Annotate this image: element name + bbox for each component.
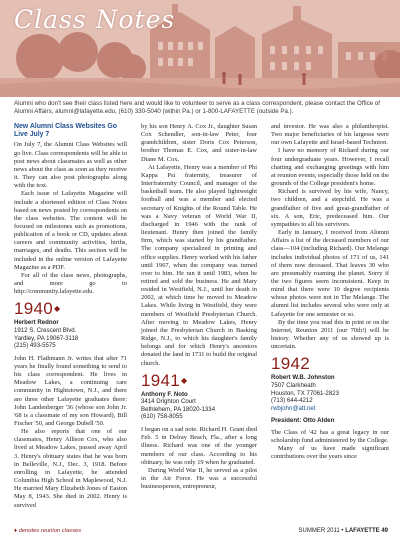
page-folio [299,528,389,534]
magazine-name: LAFAYETTE [345,528,380,534]
year-number: 1941 [141,370,181,390]
page-number: 49 [381,528,388,534]
class-notes-banner [0,0,400,97]
correspondent-1940 [14,319,127,349]
paragraph: By the time you read this in print or on the Internet, Reunion 2011 (our 70th!) will be history. Whether any of us showed up is uncertain. [271,318,389,351]
column-2 [141,123,257,491]
paragraph: Each issue of Lafayette Magazine will include a shortened edition of Class Notes based on news posted by correspondents on the class websites. The content will be focused on milestones such as promotions, publication of a book or CD, updates about careers and community activities, births, marriages, and deaths. This section will be included in the online version of Lafayette Magazine as a PDF. [14,190,127,271]
class-year-1940 [14,300,127,317]
correspondent-name: Robert W.B. Johnston [271,374,335,382]
paragraph: He also reports that one of our classmates, Henry Allison Cox, who also lived at Meadow Lakes, passed away April 3. Henry's obituary states that he was born in Belleville, N.J., Dec. 3, 1918. Before enrolling in Lafayette, he attended Columbia High School in Maplewood, N.J. He married Mary Elizabeth Jones of Easton May 8, 1943. She died in 2002. Henry is survived [14,428,127,509]
address-line: 3414 Drighton Court [141,398,196,406]
paragraph: Richard is survived by his wife, Nancy, two children, and a stepchild. He was a grandfather of five and great-grandfather of six. A son, Eric, predeceased him. Our sympathies to all his survivors. [271,188,389,228]
paragraph: Many of us have made significant contributions over the years since [271,444,389,460]
reunion-footnote: ♦ denotes reunion classes [14,528,82,534]
issue-label: SUMMER 2011 • [298,528,344,534]
address-line: Yardley, PA 19067-3118 [14,334,79,342]
column-1 [14,123,127,510]
address-line: Houston, TX 77061-2823 [271,389,339,397]
correspondent-1941 [141,391,257,421]
paragraph: John H. Flathmann Jr. writes that after 71 years he finally found something to send to his class correspondent. He lives in Meadow Lakes, a continuing care community in Hightstown, N.J., and there are three other Lafayette graduates there: John Landenberger '36 (whose son John Jr. '68 is a classmate of my son Howard), Bill Fischer '50, and George Dubell '50. [14,354,127,427]
class-year-1941 [141,372,257,389]
paragraph: and investor. He was also a philanthropist. Two major beneficiaries of his largesse were our own Lafayette and Israel-based Technion. [271,123,389,147]
intro-note: Alumni who don't see their class listed here and would like to volunteer to serve as a class correspondent, please contact the Office of Alumni Affairs, alumni@lafayette.edu, (610) 330-5040 (within Pa.) or 1-800-LAFAYETTE (outside Pa.). [14,100,380,116]
correspondent-name: Anthony F. Noto [141,390,188,398]
paragraph: During World War II, he served as a pilot in the Air Force. He was a successful businessperson, entrepreneur, [141,466,257,491]
class-year-1942 [271,355,389,372]
diamond-icon: ◆ [181,375,188,385]
correspondent-1942 [271,374,389,412]
banner-title: Class Notes [14,5,176,34]
paragraph: I have no memory of Richard during our four undergraduate years. However, I recall chatting and exchanging greetings with him at reunion events, especially those held on the grounds of the College president's home. [271,147,389,188]
paragraph: The Class of '42 has a great legacy in our scholarship fund administered by the College. [271,428,389,444]
class-president: President: Otto Alden [271,417,335,425]
address-line: 1912 S. Crescent Blvd. [14,326,77,334]
address-line: 7507 Clarkheath [271,381,316,389]
phone: (215) 493-5575 [14,342,56,350]
paragraph: by his son Henry A. Cox Jr., daughter Susan Cox Schendler, son-in-law Peter, four grandchildren, sister Doris Cox Peterson, brother Thomas E. Cox, and sister-in-law Diane M. Cox. [141,123,257,163]
diamond-icon: ◆ [54,304,61,314]
email-link[interactable]: rwbjohn@att.net [271,404,316,412]
correspondent-name: Herbert Rednor [14,319,59,327]
paragraph: For all of the class news, photographs, and more go to http://community.lafayette.edu. [14,271,127,296]
paragraph: On July 7, the Alumni Class Websites will go live. Class correspondents will be able to post news about classmates as well as other news about the class as soon as they receive it. They can also post photographs along with the text. [14,141,127,190]
address-line: Bethlehem, PA 18020-1334 [141,405,216,413]
phone: (610) 758-8055 [141,413,183,421]
paragraph: Early in January, I received from Alumni Affairs a list of the deceased members of our class—104 (including Richard). Our Melange includes individual photos of 171 of us, 141 of them now deceased. That leaves 30 who are presumably roaming the planet. Sorry if the two figures seem inconsistent. Keep in mind that there were 10 degree recipients whose photos were not in The Melange. The alumni list includes several who were only at Lafayette for one semester or so. [271,229,389,318]
websites-heading: New Alumni Class Websites Go Live July 7 [14,123,118,139]
phone: (713) 644-4212 [271,397,313,405]
paragraph: At Lafayette, Henry was a member of Phi Kappa Psi fraternity, treasurer of Interfraternity Council, and manager of the basketball team. He also played lightweight football and was a member and elected secretary of Knights of the Round Table. He was a Navy veteran of World War II, discharged in 1946 with the rank of lieutenant. Henry then joined the family firm, which was started by his grandfather. The company specialized in printing and office supplies. Henry worked with his father until 1967, when the company was turned over to him. He ran it until 1983, when he retired and sold the business. He and Mary resided in Westfield, N.J., until her death in 2002, at which time he moved to Meadow Lakes. While living in Westfield, they were members of Westfield Presbyterian Church. After moving to Meadow Lakes, Henry joined the Presbyterian Church in Basking Ridge, N.J., to which his daughter's family belongs and for which Henry's ancestors donated the land in 1731 to build the original church. [141,163,257,367]
year-number: 1942 [271,354,311,374]
paragraph: I began on a sad note. Richard H. Grant died Feb. 5 in Delray Beach, Fla., after a long illness. Richard was one of the younger members of our class. According to his obituary, he was only 19 when he graduated. [141,426,257,466]
year-number: 1940 [14,299,54,319]
column-3 [271,123,389,461]
